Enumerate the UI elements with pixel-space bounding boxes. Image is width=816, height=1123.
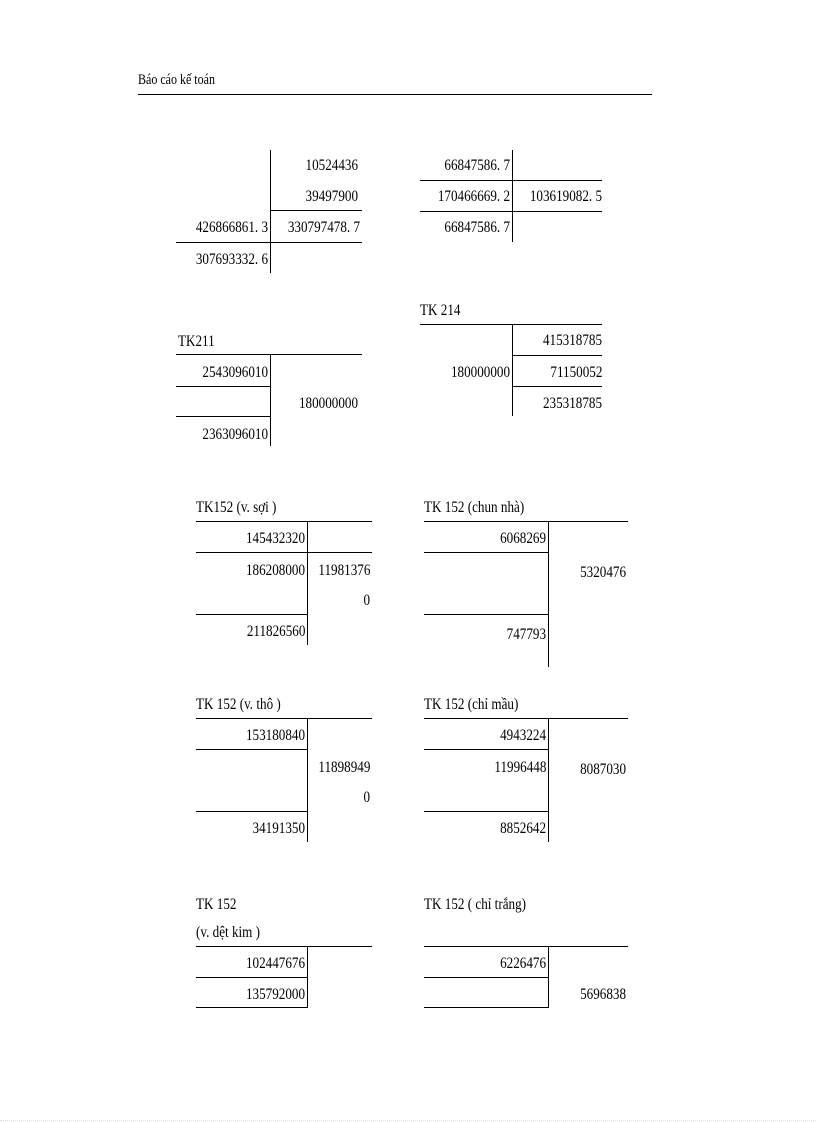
tk152-chun-debit-1: 6068269 [500,530,546,547]
tk152-tho-line-2 [196,811,307,812]
tk152-chitrang-divider [548,946,549,1008]
tk214-credit-1: 415318785 [542,332,602,349]
tk152-detkim-debit-1: 102447676 [245,955,305,972]
tk152-chitrang-line-2 [424,1007,548,1008]
tk152-chimau-title: TK 152 (chỉ mầu) [424,696,519,713]
a2-line-2 [420,211,602,212]
tk152-detkim-title-2: (v. dệt kim ) [196,924,261,941]
tk214-line-2 [512,386,602,387]
tk152-soi-top-line [196,521,372,522]
tk152-chitrang-credit-1: 5696838 [580,986,626,1003]
tk211-debit-2: 2363096010 [202,426,268,443]
tk152-chitrang-debit-1: 6226476 [500,955,546,972]
tk152-tho-title: TK 152 (v. thô ) [196,696,281,713]
page-bottom-rule [0,1120,816,1121]
tk152-chimau-debit-3: 8852642 [500,820,546,837]
a1-divider [270,150,271,273]
tk211-title: TK211 [178,333,215,350]
tk152-tho-debit-2: 34191350 [252,820,305,837]
tk152-chimau-debit-1: 4943224 [500,727,546,744]
a1-line-1 [270,210,362,211]
tk152-soi-debit-3: 211826560 [246,623,305,640]
tk214-title: TK 214 [420,302,461,319]
tk152-chun-top-line [424,521,628,522]
tk152-tho-credit-1: 11898949 [318,759,370,776]
tk152-chimau-debit-2: 11996448 [494,759,546,776]
a2-line-1 [420,180,602,181]
tk211-line-2 [176,416,270,417]
tk152-detkim-title-1: TK 152 [196,896,237,913]
tk211-divider [270,354,271,446]
tk152-soi-divider [307,521,308,645]
tk152-tho-credit-1b: 0 [363,789,370,806]
a1-debit-4: 307693332. 6 [195,251,268,268]
tk214-divider [512,324,513,416]
tk152-detkim-line-1 [196,977,307,978]
tk152-tho-divider [307,718,308,842]
a2-debit-3: 66847586. 7 [444,219,510,236]
tk152-chun-divider [548,521,549,667]
tk152-chimau-credit-1: 8087030 [580,761,626,778]
a1-line-2 [176,242,362,243]
page-header-title: Báo cáo kế toán [138,72,215,88]
tk211-top-line [176,354,362,355]
tk152-detkim-line-2 [196,1007,307,1008]
tk211-debit-1: 2543096010 [202,364,268,381]
tk152-soi-credit-1b: 0 [363,592,370,609]
tk152-detkim-debit-2: 135792000 [245,986,305,1003]
a2-divider [512,150,513,242]
tk152-soi-title: TK152 (v. sợi ) [196,499,277,516]
header-rule [138,94,652,95]
tk152-chitrang-line-1 [424,977,548,978]
tk152-chun-line-2 [424,614,548,615]
tk214-top-line [420,324,602,325]
tk214-line-1 [512,355,602,356]
tk152-chitrang-top-line [424,946,628,947]
tk152-soi-line-2 [196,614,307,615]
a1-credit-3: 330797478. 7 [287,219,360,236]
a2-credit-2: 103619082. 5 [529,188,602,205]
tk152-tho-line-1 [196,749,307,750]
a1-credit-2: 39497900 [305,188,358,205]
tk211-credit-1: 180000000 [298,395,358,412]
tk152-chun-line-1 [424,552,548,553]
tk152-chun-debit-2: 747793 [506,626,546,643]
tk214-credit-2: 71150052 [550,364,602,381]
a1-debit-3: 426866861. 3 [195,219,268,236]
tk152-chun-title: TK 152 (chun nhà) [424,499,525,516]
tk152-chun-credit-1: 5320476 [580,564,626,581]
a1-credit-1: 10524436 [305,157,358,174]
tk214-credit-3: 235318785 [542,395,602,412]
tk152-soi-credit-1: 11981376 [318,562,370,579]
tk152-detkim-divider [307,946,308,1008]
tk152-tho-top-line [196,718,372,719]
tk152-chimau-line-1 [424,749,548,750]
tk214-debit-1: 180000000 [450,364,510,381]
tk152-chimau-divider [548,718,549,842]
tk152-chimau-line-2 [424,811,548,812]
a2-debit-1: 66847586. 7 [444,157,510,174]
tk152-chimau-top-line [424,718,628,719]
a2-debit-2: 170466669. 2 [437,188,510,205]
tk211-line-1 [176,386,270,387]
tk152-soi-debit-1: 145432320 [245,530,305,547]
tk152-chitrang-title: TK 152 ( chỉ trắng) [424,896,527,913]
tk152-tho-debit-1: 153180840 [245,727,305,744]
tk152-detkim-top-line [196,946,372,947]
tk152-soi-debit-2: 186208000 [245,562,305,579]
tk152-soi-line-1 [196,552,372,553]
